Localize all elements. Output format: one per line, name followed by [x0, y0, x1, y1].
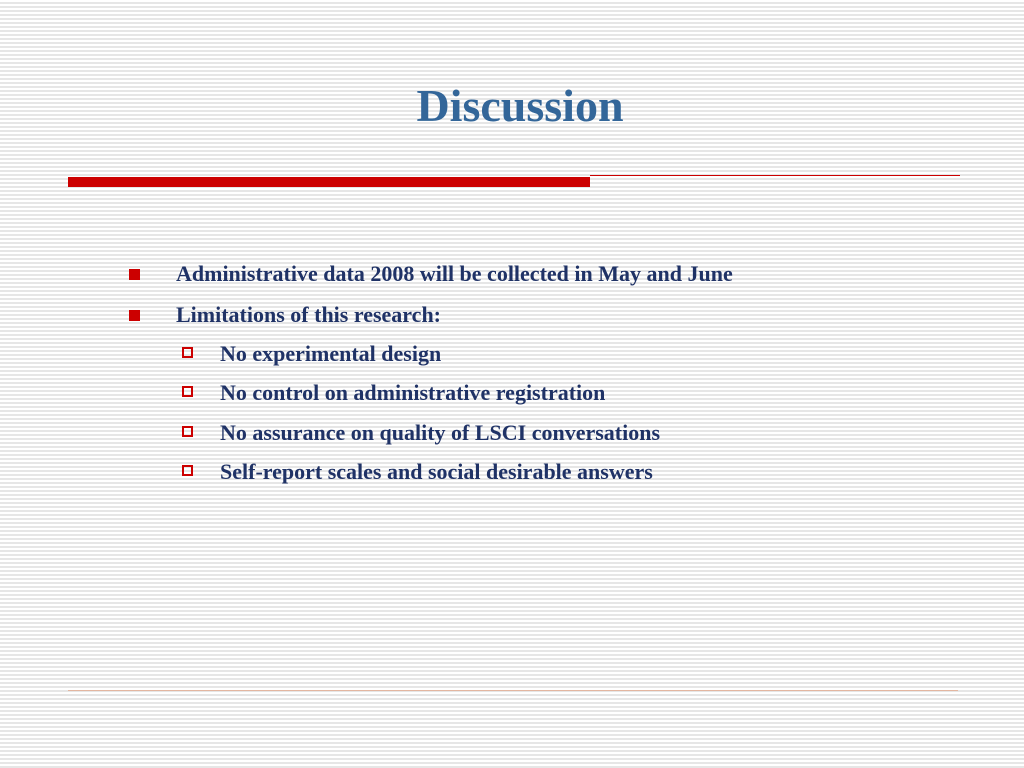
- bullet-text: Administrative data 2008 will be collected in May and June: [176, 261, 733, 286]
- sub-bullet-item: [220, 458, 653, 486]
- sub-bullet-text: No experimental design: [220, 341, 442, 366]
- hollow-square-bullet-icon: [182, 426, 193, 437]
- hollow-square-bullet-icon: [182, 386, 193, 397]
- sub-bullet-item: [220, 340, 441, 368]
- sub-bullet-text: No assurance on quality of LSCI conversations: [220, 420, 661, 445]
- sub-bullet-text: Self-report scales and social desirable answers: [220, 459, 653, 484]
- bullet-text: Limitations of this research:: [176, 302, 441, 327]
- hollow-square-bullet-icon: [182, 465, 193, 476]
- bullet-item: [176, 301, 441, 329]
- footer-divider: [68, 690, 958, 691]
- filled-square-bullet-icon: [129, 310, 140, 321]
- hollow-square-bullet-icon: [182, 347, 193, 358]
- sub-bullet-text: No control on administrative registration: [220, 380, 606, 405]
- bullet-item: [176, 260, 733, 288]
- slide-title: Discussion: [416, 80, 624, 131]
- sub-bullet-item: [220, 379, 605, 407]
- sub-bullet-item: [220, 419, 660, 447]
- filled-square-bullet-icon: [129, 269, 140, 280]
